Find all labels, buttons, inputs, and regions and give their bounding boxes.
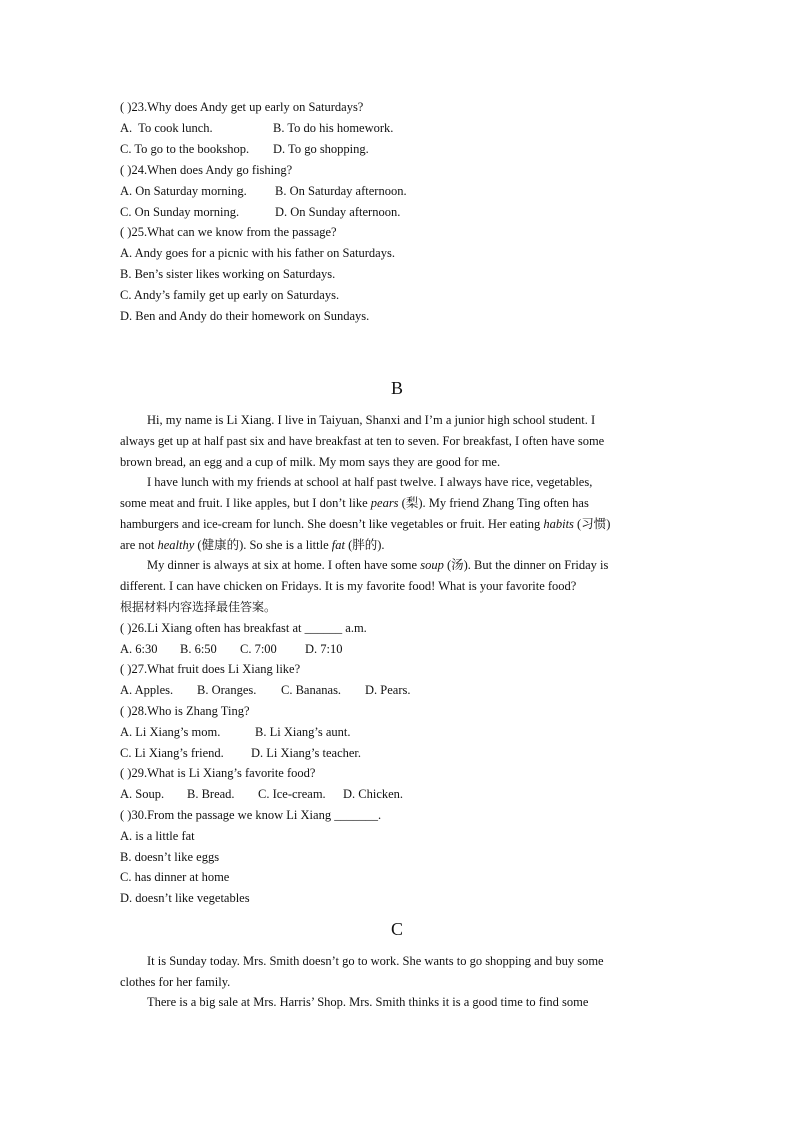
option-a: A. On Saturday morning. [120,184,247,198]
option-d: D. On Sunday afternoon. [275,205,401,219]
question-text: Li Xiang often has breakfast at ______ a.m. [147,621,367,635]
option-c: C. Ice-cream. [258,787,326,801]
question-text: Who is Zhang Ting? [147,704,250,718]
option-b: B. Oranges. [197,683,257,697]
question-26 [120,620,367,636]
section-heading-c: C [390,919,403,939]
option-c: C. Bananas. [281,683,342,697]
question-29-options [120,786,403,802]
option-b: B. Li Xiang’s aunt. [255,725,351,739]
question-25-option-b: B. Ben’s sister likes working on Saturdays. [120,267,336,281]
question-text: From the passage we know Li Xiang _______. [147,808,382,822]
option-b: B. On Saturday afternoon. [275,184,407,198]
passage-b-line: I have lunch with my friends at school at half past twelve. I always have rice, vegetables, [147,475,593,489]
passage-text: (胖的). [344,538,385,552]
question-26-options [120,641,343,657]
question-number: ( )30. [120,808,148,822]
question-28-options-row-1 [120,724,350,740]
passage-keyword: soup [420,558,444,572]
question-text: What can we know from the passage? [147,225,337,239]
question-number: ( )26. [120,621,148,635]
option-d: D. 7:10 [305,642,343,656]
question-number: ( )28. [120,704,148,718]
passage-text: (健康的). So she is a little [194,538,332,552]
question-23-options-row-2 [120,141,369,157]
question-text: When does Andy go fishing? [147,163,293,177]
question-25 [120,224,337,240]
passage-text: some meat and fruit. I like apples, but I don’t like [120,496,371,510]
question-24-options-row-2 [120,204,400,220]
passage-keyword: pears [370,496,399,510]
passage-keyword: fat [331,538,345,552]
question-23 [120,99,363,115]
question-23-options-row-1 [120,120,393,136]
passage-b-line: always get up at half past six and have breakfast at ten to seven. For breakfast, I often have some [120,434,605,448]
option-a: A. To cook lunch. [120,121,213,135]
option-a: A. 6:30 [120,642,158,656]
passage-text: (习惯) [573,517,611,531]
passage-text: hamburgers and ice-cream for lunch. She doesn’t like vegetables or fruit. Her eating [120,517,544,531]
question-25-option-a: A. Andy goes for a picnic with his father on Saturdays. [120,246,395,260]
passage-b-line [120,516,610,532]
option-c: C. 7:00 [240,642,277,656]
question-27-options [120,682,410,698]
question-25-option-c: C. Andy’s family get up early on Saturdays. [120,288,340,302]
question-27 [120,661,300,677]
section-heading-b: B [390,378,403,398]
question-number: ( )25. [120,225,148,239]
option-d: D. Pears. [365,683,411,697]
passage-keyword: habits [543,517,574,531]
passage-c-line: There is a big sale at Mrs. Harris’ Shop. Mrs. Smith thinks it is a good time to find some [147,995,589,1009]
option-d: D. Li Xiang’s teacher. [251,746,362,760]
passage-text: (梨). My friend Zhang Ting often has [398,496,589,510]
option-a: A. Soup. [120,787,165,801]
question-28-options-row-2 [120,745,361,761]
question-30-option-d: D. doesn’t like vegetables [120,891,250,905]
passage-b-line: Hi, my name is Li Xiang. I live in Taiyuan, Shanxi and I’m a junior high school student. I [147,413,596,427]
option-c: C. On Sunday morning. [120,205,240,219]
option-a: A. Li Xiang’s mom. [120,725,221,739]
passage-text: My dinner is always at six at home. I often have some [147,558,421,572]
option-c: C. To go to the bookshop. [120,142,250,156]
question-number: ( )23. [120,100,148,114]
passage-b-line [120,495,589,511]
question-30-option-b: B. doesn’t like eggs [120,850,220,864]
passage-b-line [147,557,608,573]
passage-text: (汤). But the dinner on Friday is [443,558,609,572]
question-text: What fruit does Li Xiang like? [147,662,301,676]
question-30-option-a: A. is a little fat [120,829,195,843]
question-text: What is Li Xiang’s favorite food? [147,766,316,780]
question-number: ( )29. [120,766,148,780]
option-b: B. To do his homework. [273,121,394,135]
question-30-option-c: C. has dinner at home [120,870,230,884]
option-b: B. 6:50 [180,642,217,656]
question-number: ( )24. [120,163,148,177]
question-25-option-d: D. Ben and Andy do their homework on Sundays. [120,309,370,323]
question-28 [120,703,250,719]
option-c: C. Li Xiang’s friend. [120,746,224,760]
option-d: D. Chicken. [343,787,404,801]
option-a: A. Apples. [120,683,174,697]
question-29 [120,765,315,781]
passage-b-line: different. I can have chicken on Fridays. It is my favorite food! What is your favorite food? [120,579,577,593]
passage-b-line [120,537,385,553]
passage-c-line: It is Sunday today. Mrs. Smith doesn’t go to work. She wants to go shopping and buy some [147,954,604,968]
option-d: D. To go shopping. [273,142,369,156]
passage-text: are not [120,538,158,552]
option-b: B. Bread. [187,787,235,801]
passage-c-line: clothes for her family. [120,975,231,989]
question-number: ( )27. [120,662,148,676]
question-text: Why does Andy get up early on Saturdays? [147,100,364,114]
question-24-options-row-1 [120,183,407,199]
instruction-text: 根据材料内容选择最佳答案。 [120,600,277,614]
passage-b-line: brown bread, an egg and a cup of milk. My mom says they are good for me. [120,455,501,469]
passage-keyword: healthy [157,538,195,552]
question-30 [120,807,381,823]
question-24 [120,162,292,178]
